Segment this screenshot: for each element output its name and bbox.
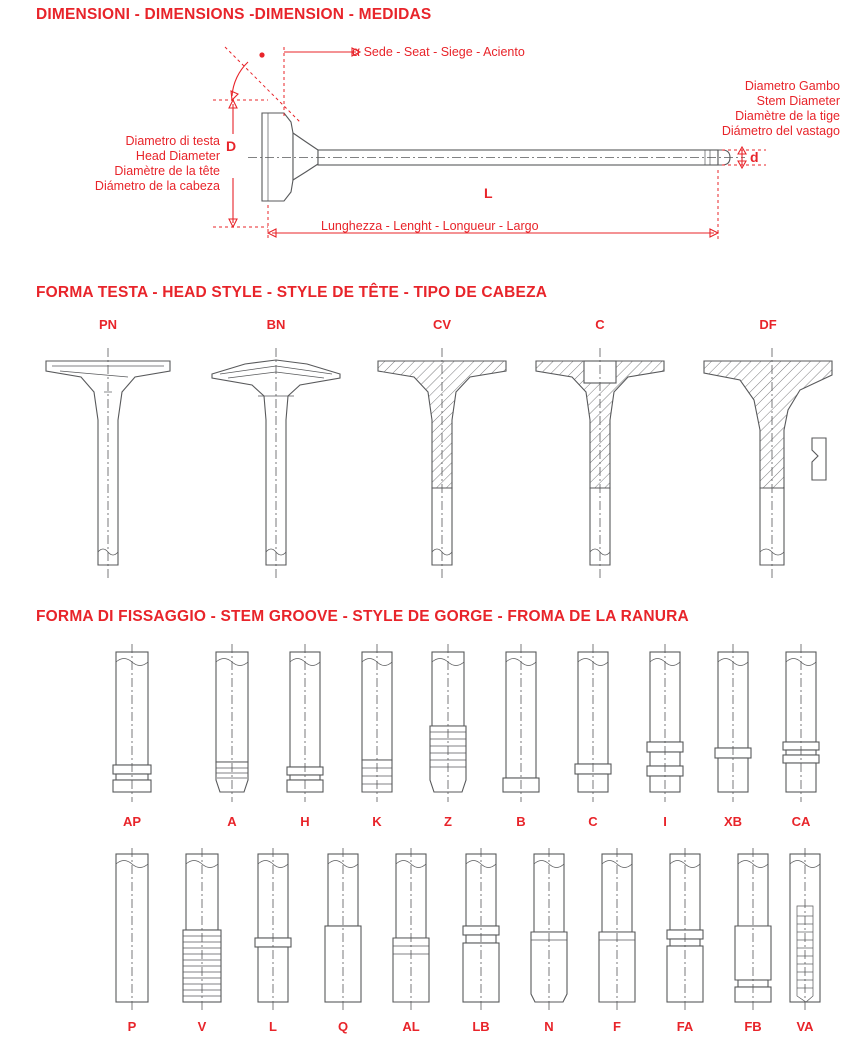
stem-diameter-line-3: Diamètre de la tige	[735, 109, 840, 123]
section-title-stem-groove: FORMA DI FISSAGGIO - STEM GROOVE - STYLE DE GORGE - FROMA DE LA RANURA	[36, 608, 689, 625]
stem-diameter-line-4: Diámetro del vastago	[721, 124, 840, 138]
label-head-diameter	[10, 134, 220, 194]
stem-groove-row1-code-0: AP	[122, 814, 142, 829]
label-seat-symbol: α Sede - Seat - Siege - Aciento	[352, 43, 525, 59]
label-D-symbol: D	[226, 138, 237, 154]
stem-groove-XB	[715, 644, 751, 802]
stem-groove-H	[287, 644, 323, 802]
section-title-head-style: FORMA TESTA - HEAD STYLE - STYLE DE TÊTE - TIPO DE CABEZA	[36, 284, 548, 301]
stem-groove-VA	[790, 848, 820, 1012]
stem-groove-row2-code-9: FB	[744, 1019, 762, 1034]
stem-groove-row1-drawings	[0, 640, 860, 815]
stem-groove-row2-code-1: V	[197, 1019, 207, 1034]
stem-groove-L	[255, 848, 291, 1012]
stem-groove-row2-code-5: LB	[472, 1019, 490, 1034]
stem-groove-row2-code-2: L	[269, 1019, 277, 1034]
stem-groove-row1-code-3: K	[372, 814, 382, 829]
stem-groove-row2-code-3: Q	[337, 1019, 349, 1034]
stem-diameter-line-2: Stem Diameter	[756, 94, 840, 108]
stem-groove-B	[503, 644, 539, 802]
stem-groove-row1-code-9: CA	[791, 814, 811, 829]
stem-groove-row2-code-10: VA	[796, 1019, 814, 1034]
stem-groove-row1-code-4: Z	[444, 814, 452, 829]
head-style-DF	[704, 348, 832, 578]
head-diameter-line-2: Head Diameter	[135, 149, 220, 163]
stem-groove-CA	[783, 644, 819, 802]
stem-groove-row1-code-1: A	[227, 814, 237, 829]
head-style-C	[536, 348, 664, 578]
head-diameter-line-3: Diamètre de la tête	[114, 164, 220, 178]
head-style-code-3: C	[595, 317, 605, 332]
head-style-PN	[46, 348, 170, 578]
stem-groove-row2-code-7: F	[613, 1019, 621, 1034]
stem-groove-row2-drawings	[0, 846, 860, 1018]
label-length: Lunghezza - Lenght - Longueur - Largo	[321, 219, 539, 233]
stem-groove-V	[183, 848, 221, 1012]
stem-groove-C	[575, 644, 611, 802]
stem-groove-row1-code-8: XB	[723, 814, 743, 829]
label-L-symbol: L	[484, 185, 493, 201]
stem-groove-K	[362, 644, 392, 802]
head-style-drawings	[0, 330, 860, 590]
stem-groove-FB	[735, 848, 771, 1012]
label-stem-diameter	[620, 79, 840, 139]
head-style-code-2: CV	[432, 317, 452, 332]
head-diameter-line-4: Diámetro de la cabeza	[94, 179, 220, 193]
stem-groove-row1-code-6: C	[588, 814, 598, 829]
stem-groove-row2-code-8: FA	[676, 1019, 694, 1034]
stem-groove-P	[116, 848, 148, 1012]
stem-groove-AP	[113, 644, 151, 802]
head-style-CV	[378, 348, 506, 578]
stem-groove-Z	[430, 644, 466, 802]
head-style-code-4: DF	[759, 317, 777, 332]
head-style-code-0: PN	[98, 317, 118, 332]
stem-groove-A	[216, 644, 248, 802]
stem-groove-N	[531, 848, 567, 1012]
stem-groove-Q	[325, 848, 361, 1012]
section-title-dimensions: DIMENSIONI - DIMENSIONS -DIMENSION - MEDIDAS	[36, 6, 432, 23]
stem-groove-I	[647, 644, 683, 802]
stem-groove-row2-code-0: P	[127, 1019, 137, 1034]
head-style-code-1: BN	[266, 317, 286, 332]
stem-groove-LB	[463, 848, 499, 1012]
head-diameter-line-1: Diametro di testa	[125, 134, 220, 148]
head-style-BN	[212, 348, 340, 578]
stem-groove-F	[599, 848, 635, 1012]
stem-groove-FA	[667, 848, 703, 1012]
stem-diameter-line-1: Diametro Gambo	[744, 79, 840, 93]
stem-groove-AL	[393, 848, 429, 1012]
stem-groove-row1-code-5: B	[516, 814, 526, 829]
stem-groove-row2-code-4: AL	[402, 1019, 420, 1034]
label-d-symbol: d	[750, 149, 759, 165]
stem-groove-row1-code-2: H	[300, 814, 310, 829]
stem-groove-row2-code-6: N	[544, 1019, 554, 1034]
stem-groove-row1-code-7: I	[663, 814, 667, 829]
